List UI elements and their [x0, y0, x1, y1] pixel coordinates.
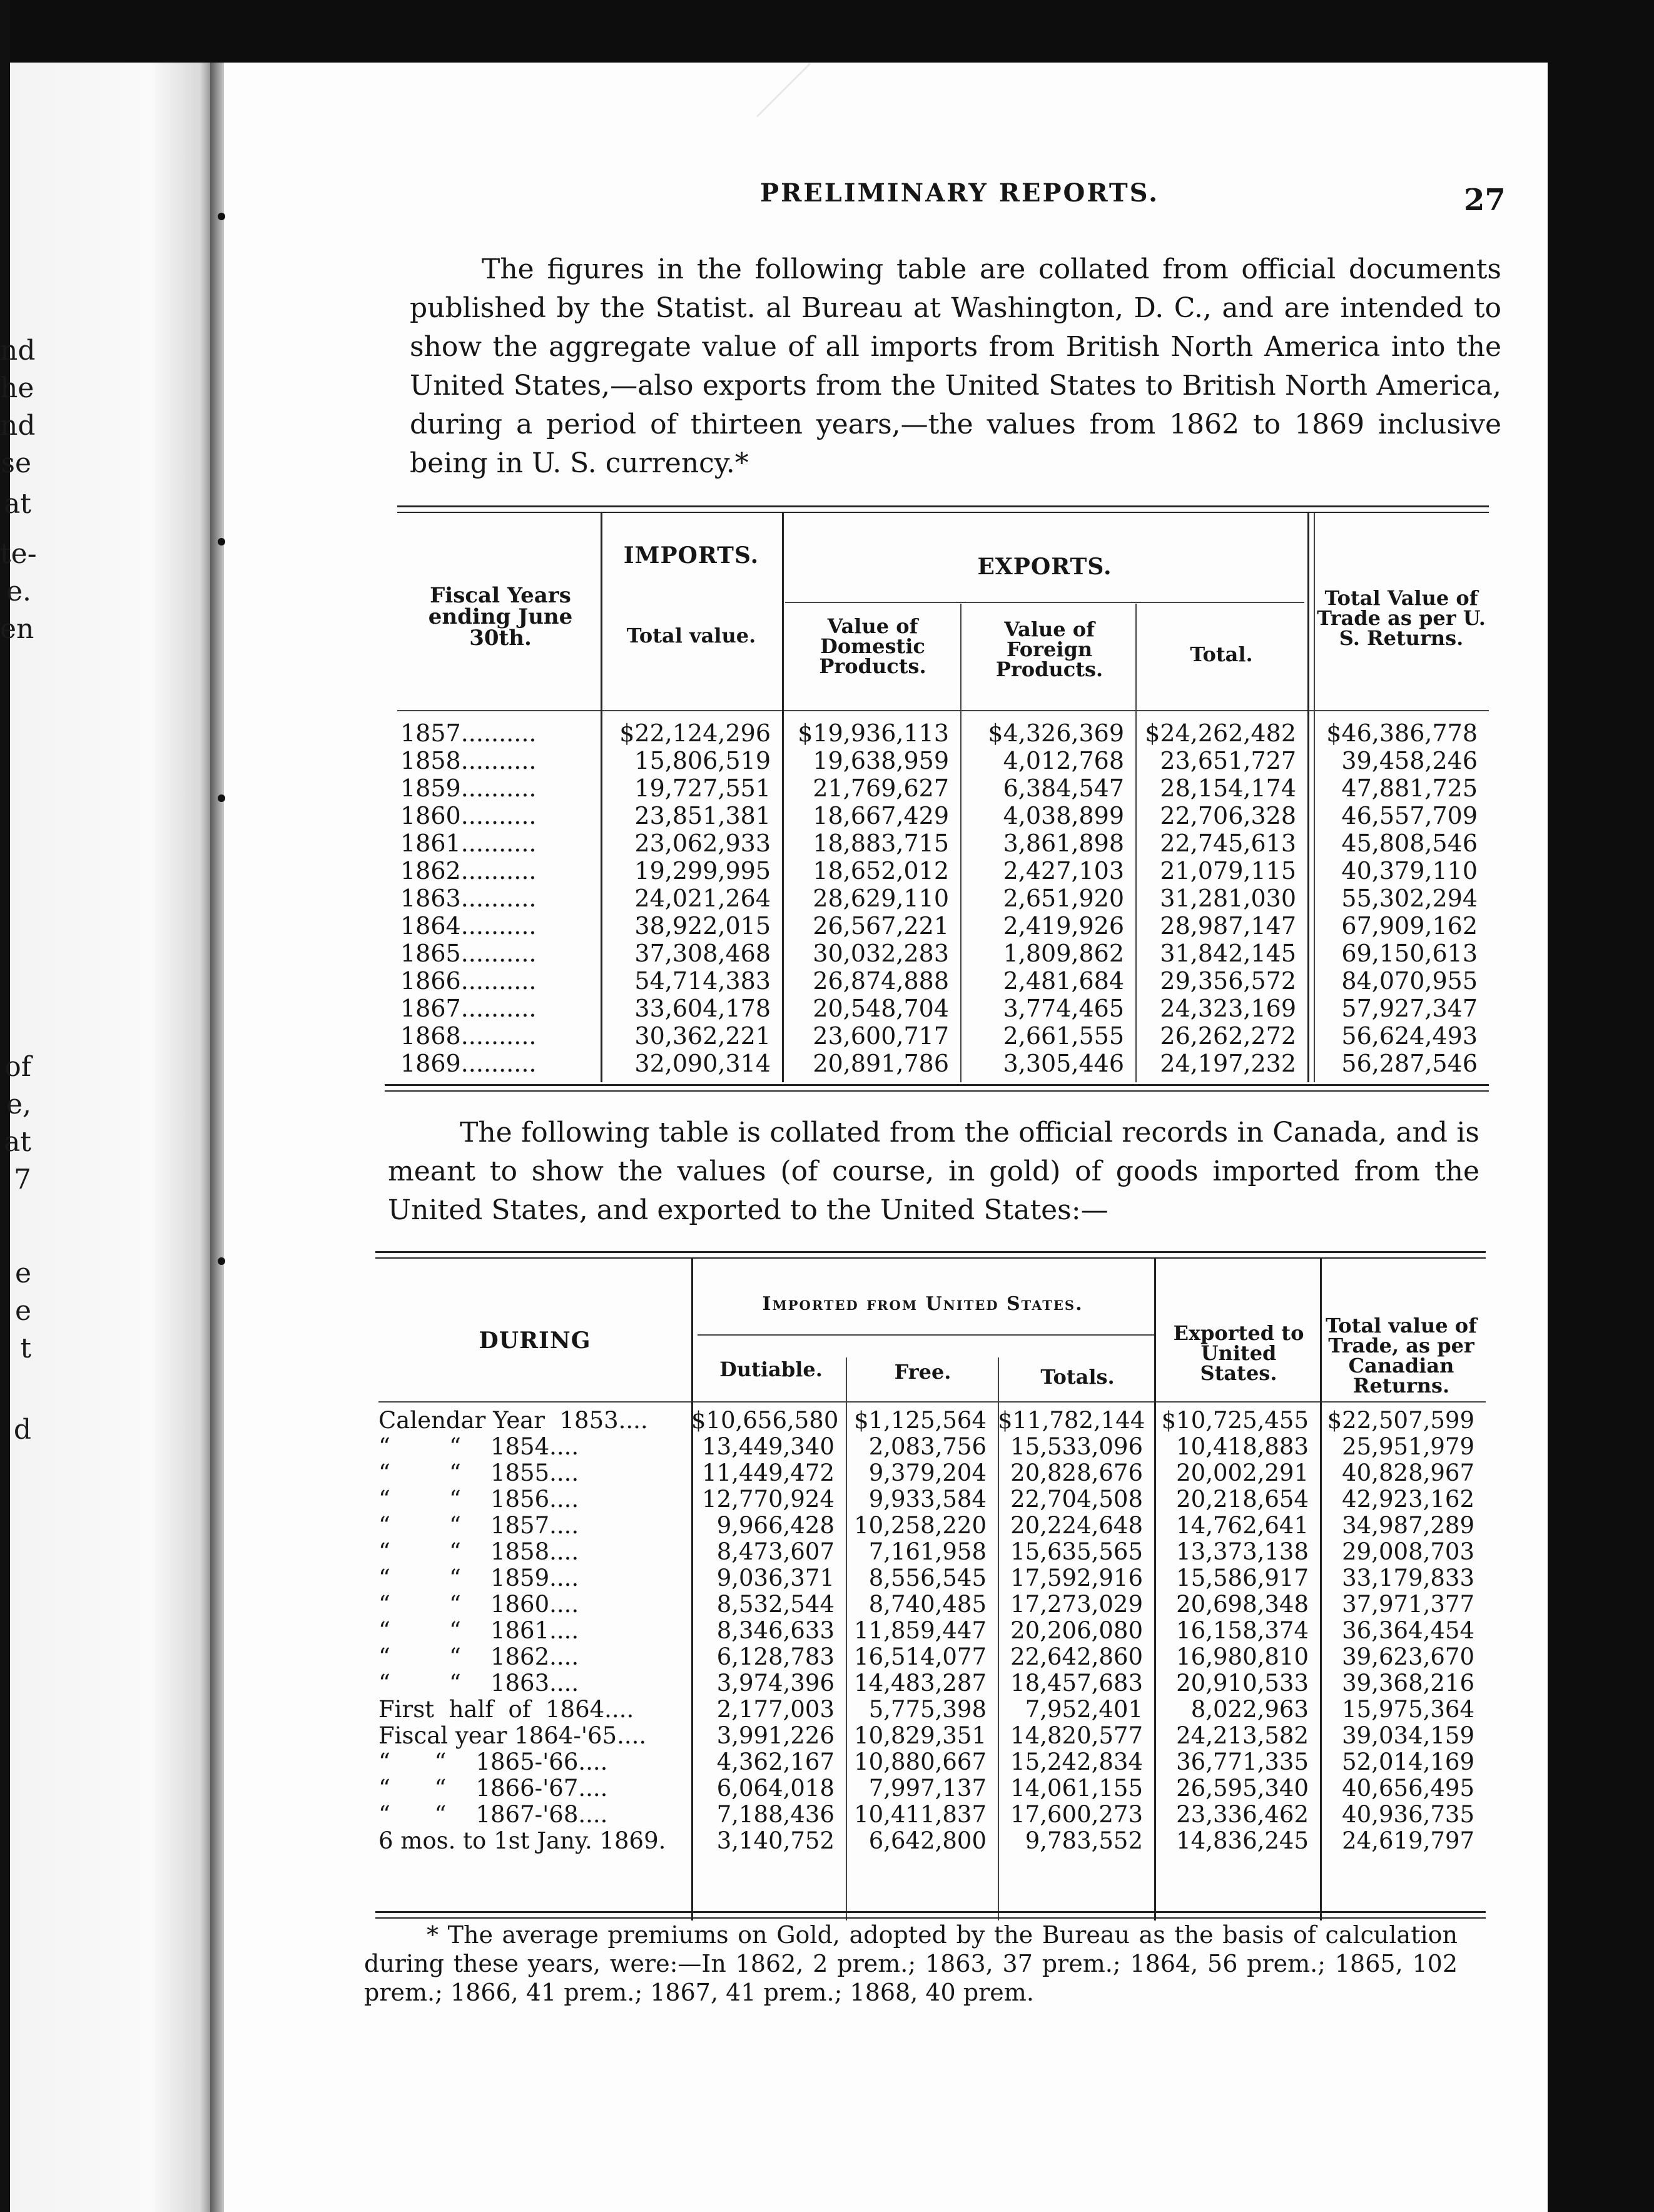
free-value-cell: 11,859,447: [854, 1618, 987, 1644]
imports-total-cell: 22,642,860: [1010, 1644, 1143, 1670]
trade-total-cell: 45,808,546: [1341, 830, 1478, 857]
dutiable-value-cell: 8,532,544: [716, 1591, 835, 1618]
table-row: [400, 857, 1489, 885]
previous-page-fragment: at: [4, 1126, 31, 1158]
trade-total-cell: 47,881,725: [1341, 774, 1478, 802]
previous-page-fragment: te-: [0, 538, 37, 570]
table-row: [378, 1670, 1486, 1697]
table-row: [400, 912, 1489, 940]
exports-total-cell: 22,745,613: [1160, 830, 1296, 857]
period-cell: “ “ 1854....: [378, 1434, 579, 1460]
dutiable-value-cell: 3,140,752: [716, 1828, 835, 1854]
table-row: [400, 1050, 1489, 1077]
free-value-cell: 2,083,756: [868, 1434, 987, 1460]
domestic-value-cell: 18,652,012: [813, 857, 949, 885]
imports-total-cell: 15,533,096: [1010, 1434, 1143, 1460]
previous-page-fragment: se: [1, 447, 31, 479]
dutiable-value-cell: $10,656,580: [691, 1408, 839, 1434]
trade-total-cell: 52,014,169: [1342, 1749, 1474, 1775]
table-bottom-rule: [375, 1911, 1486, 1919]
free-value-cell: 7,997,137: [868, 1775, 987, 1802]
table-row: [378, 1565, 1486, 1591]
free-value-cell: $1,125,564: [854, 1408, 987, 1434]
domestic-value-cell: 23,600,717: [813, 1022, 949, 1050]
period-cell: Fiscal year 1864-'65....: [378, 1723, 647, 1749]
exports-total-cell: 28,987,147: [1160, 912, 1296, 940]
imports-total-cell: 17,600,273: [1010, 1802, 1143, 1828]
trade-total-cell: 67,909,162: [1341, 912, 1478, 940]
trade-total-cell: 56,624,493: [1341, 1022, 1478, 1050]
foreign-value-cell: 3,774,465: [1003, 995, 1124, 1022]
trade-total-cell: 37,971,377: [1342, 1591, 1474, 1618]
dutiable-value-cell: 11,449,472: [702, 1460, 835, 1486]
fiscal-year-cell: 1863..........: [400, 885, 537, 912]
trade-total-cell: $46,386,778: [1326, 719, 1478, 747]
table-row: [378, 1828, 1486, 1854]
trade-total-cell: 24,619,797: [1342, 1828, 1474, 1854]
free-value-cell: 6,642,800: [868, 1828, 987, 1854]
trade-total-cell: 29,008,703: [1342, 1539, 1474, 1565]
trade-total-cell: 40,656,495: [1342, 1775, 1474, 1802]
table-row: [378, 1434, 1486, 1460]
period-cell: “ “ 1857....: [378, 1513, 579, 1539]
exported-value-cell: 23,336,462: [1176, 1802, 1309, 1828]
exported-value-cell: 20,218,654: [1176, 1486, 1309, 1513]
period-cell: “ “ 1855....: [378, 1460, 579, 1486]
previous-page-fragment: nd: [0, 335, 36, 367]
trade-total-cell: 39,368,216: [1342, 1670, 1474, 1697]
exported-value-cell: 15,586,917: [1176, 1565, 1309, 1591]
period-cell: “ “ 1863....: [378, 1670, 579, 1697]
table-row: [400, 885, 1489, 912]
footnote: * The average premiums on Gold, adopted by the Bureau as the basis of calculation during these years, were:—In 1862, 2 prem.; 1863, 37 prem.; 1864, 56 prem.; 1865, 102 prem.; 1866, 41 prem.; 1867, 41 prem.; 1868, 40 prem.: [364, 1921, 1458, 2006]
imports-value-cell: $22,124,296: [619, 719, 771, 747]
header-trade: Total value of Trade, as per Canadian Returns.: [1326, 1314, 1477, 1398]
binding-mark: [218, 538, 225, 545]
free-value-cell: 9,379,204: [868, 1460, 987, 1486]
exports-total-cell: 26,262,272: [1160, 1022, 1296, 1050]
intro-paragraph: The figures in the following table are collated from official documents published by the Statist. al Bureau at Washington, D. C., and are intended to show the aggregate value of all imports from British North America into the United States,—also exports from the United States to British North America, during a period of thirteen years,—the values from 1862 to 1869 inclusive being in U. S. currency.*: [410, 253, 1501, 479]
book-gutter: [210, 63, 224, 2212]
trade-total-cell: 25,951,979: [1342, 1434, 1474, 1460]
table-row: [378, 1591, 1486, 1618]
exported-value-cell: 20,002,291: [1176, 1460, 1309, 1486]
table-row: [400, 747, 1489, 774]
scan-right-border: [1548, 0, 1654, 2212]
fiscal-year-cell: 1859..........: [400, 774, 537, 802]
imports-total-cell: 15,635,565: [1010, 1539, 1143, 1565]
imports-total-cell: $11,782,144: [998, 1408, 1145, 1434]
domestic-value-cell: 18,667,429: [813, 802, 949, 830]
table-row: [378, 1486, 1486, 1513]
period-cell: Calendar Year 1853....: [378, 1408, 648, 1434]
previous-page-fragment: he: [0, 372, 34, 404]
trade-total-cell: 36,364,454: [1342, 1618, 1474, 1644]
period-cell: “ “ 1856....: [378, 1486, 579, 1513]
trade-total-cell: 56,287,546: [1341, 1050, 1478, 1077]
imports-value-cell: 33,604,178: [634, 995, 771, 1022]
imports-value-cell: 19,727,551: [634, 774, 771, 802]
imports-total-cell: 7,952,401: [1025, 1697, 1143, 1723]
trade-total-cell: 55,302,294: [1341, 885, 1478, 912]
binding-mark: [218, 1257, 225, 1265]
free-value-cell: 8,740,485: [868, 1591, 987, 1618]
exported-value-cell: 26,595,340: [1176, 1775, 1309, 1802]
exported-value-cell: 14,836,245: [1176, 1828, 1309, 1854]
table-row: [400, 940, 1489, 967]
header-domestic: Value of Domestic Products.: [819, 614, 926, 678]
domestic-value-cell: 30,032,283: [813, 940, 949, 967]
period-cell: “ “ 1860....: [378, 1591, 579, 1618]
period-cell: “ “ 1858....: [378, 1539, 579, 1565]
free-value-cell: 9,933,584: [868, 1486, 987, 1513]
exports-total-cell: 23,651,727: [1160, 747, 1296, 774]
exports-total-cell: 22,706,328: [1160, 802, 1296, 830]
table-row: [378, 1802, 1486, 1828]
domestic-value-cell: 20,891,786: [813, 1050, 949, 1077]
previous-page-fragment: e: [14, 1295, 31, 1327]
fiscal-year-cell: 1861..........: [400, 830, 537, 857]
table-row: [378, 1697, 1486, 1723]
fiscal-year-cell: 1866..........: [400, 967, 537, 995]
exported-value-cell: 24,213,582: [1176, 1723, 1309, 1749]
period-cell: “ “ 1859....: [378, 1565, 579, 1591]
domestic-value-cell: 18,883,715: [813, 830, 949, 857]
us-returns-table-body: [400, 719, 1489, 1077]
table-row: [378, 1618, 1486, 1644]
trade-total-cell: 84,070,955: [1341, 967, 1478, 995]
free-value-cell: 14,483,287: [854, 1670, 987, 1697]
imports-total-cell: 20,224,648: [1010, 1513, 1143, 1539]
exported-value-cell: 14,762,641: [1176, 1513, 1309, 1539]
imported-underline: [698, 1334, 1154, 1336]
page-number: 27: [1464, 183, 1506, 218]
dutiable-value-cell: 8,346,633: [716, 1618, 835, 1644]
dutiable-value-cell: 3,974,396: [716, 1670, 835, 1697]
exported-value-cell: 16,158,374: [1176, 1618, 1309, 1644]
period-cell: “ “ 1862....: [378, 1644, 579, 1670]
imports-value-cell: 23,851,381: [634, 802, 771, 830]
dutiable-value-cell: 7,188,436: [716, 1802, 835, 1828]
foreign-value-cell: 2,481,684: [1003, 967, 1124, 995]
domestic-value-cell: 19,638,959: [813, 747, 949, 774]
imports-total-cell: 18,457,683: [1010, 1670, 1143, 1697]
imports-total-cell: 17,273,029: [1010, 1591, 1143, 1618]
imports-total-cell: 20,206,080: [1010, 1618, 1143, 1644]
domestic-value-cell: $19,936,113: [798, 719, 949, 747]
foreign-value-cell: 4,012,768: [1003, 747, 1124, 774]
fiscal-year-cell: 1865..........: [400, 940, 537, 967]
trade-total-cell: 40,936,735: [1342, 1802, 1474, 1828]
dutiable-value-cell: 4,362,167: [716, 1749, 835, 1775]
dutiable-value-cell: 8,473,607: [716, 1539, 835, 1565]
exports-total-cell: 28,154,174: [1160, 774, 1296, 802]
foreign-value-cell: 3,305,446: [1003, 1050, 1124, 1077]
header-total: Total.: [1190, 642, 1253, 666]
previous-page-edge: [10, 63, 210, 2212]
previous-page-fragment: e,: [6, 1088, 31, 1120]
previous-page-fragment: t: [20, 1332, 31, 1364]
fiscal-year-cell: 1867..........: [400, 995, 537, 1022]
table-row: [378, 1749, 1486, 1775]
free-value-cell: 10,258,220: [854, 1513, 987, 1539]
foreign-value-cell: 2,419,926: [1003, 912, 1124, 940]
trade-total-cell: 46,557,709: [1341, 802, 1478, 830]
header-imported-from-us: Imported from United States.: [762, 1293, 1083, 1315]
header-totals: Totals.: [1040, 1365, 1115, 1389]
previous-page-fragment: 7: [14, 1164, 31, 1195]
fiscal-year-cell: 1869..........: [400, 1050, 537, 1077]
exports-total-cell: 29,356,572: [1160, 967, 1296, 995]
previous-page-fragment: at: [4, 488, 31, 520]
period-cell: “ “ 1865-'66....: [378, 1749, 608, 1775]
header-exported: Exported to United States.: [1173, 1321, 1304, 1385]
dutiable-value-cell: 6,064,018: [716, 1775, 835, 1802]
trade-total-cell: 39,034,159: [1342, 1723, 1474, 1749]
previous-page-fragment: d: [13, 1414, 31, 1446]
trade-total-cell: $22,507,599: [1327, 1408, 1474, 1434]
exported-value-cell: 16,980,810: [1176, 1644, 1309, 1670]
trade-total-cell: 39,458,246: [1341, 747, 1478, 774]
imports-value-cell: 15,806,519: [634, 747, 771, 774]
header-during: DURING: [479, 1327, 591, 1354]
exported-value-cell: 13,373,138: [1176, 1539, 1309, 1565]
imports-total-cell: 20,828,676: [1010, 1460, 1143, 1486]
foreign-value-cell: $4,326,369: [988, 719, 1124, 747]
header-fiscal-years: Fiscal Years ending June 30th.: [428, 583, 573, 651]
table-row: [378, 1460, 1486, 1486]
table-row: [378, 1408, 1486, 1434]
imports-value-cell: 37,308,468: [634, 940, 771, 967]
dutiable-value-cell: 2,177,003: [716, 1697, 835, 1723]
free-value-cell: 10,411,837: [854, 1802, 987, 1828]
table-row: [400, 1022, 1489, 1050]
imports-total-cell: 9,783,552: [1025, 1828, 1143, 1854]
dutiable-value-cell: 12,770,924: [702, 1486, 835, 1513]
header-exports: EXPORTS.: [977, 554, 1112, 580]
period-cell: “ “ 1866-'67....: [378, 1775, 608, 1802]
exported-value-cell: 10,418,883: [1176, 1434, 1309, 1460]
previous-page-fragment: e: [14, 1257, 31, 1289]
fiscal-year-cell: 1862..........: [400, 857, 537, 885]
trade-total-cell: 39,623,670: [1342, 1644, 1474, 1670]
table-row: [400, 774, 1489, 802]
binding-mark: [218, 213, 225, 220]
table-row: [378, 1723, 1486, 1749]
exported-value-cell: $10,725,455: [1161, 1408, 1309, 1434]
fiscal-year-cell: 1868..........: [400, 1022, 537, 1050]
free-value-cell: 10,829,351: [854, 1723, 987, 1749]
exports-total-cell: 24,323,169: [1160, 995, 1296, 1022]
previous-page-fragment: nd: [0, 410, 36, 442]
fiscal-year-cell: 1857..........: [400, 719, 537, 747]
trade-total-cell: 15,975,364: [1342, 1697, 1474, 1723]
table-row: [378, 1775, 1486, 1802]
header-imports: IMPORTS.: [623, 542, 759, 569]
domestic-value-cell: 28,629,110: [813, 885, 949, 912]
exported-value-cell: 36,771,335: [1176, 1749, 1309, 1775]
trade-total-cell: 57,927,347: [1341, 995, 1478, 1022]
period-cell: “ “ 1861....: [378, 1618, 579, 1644]
exports-total-cell: 31,281,030: [1160, 885, 1296, 912]
imports-value-cell: 19,299,995: [634, 857, 771, 885]
table-row: [400, 995, 1489, 1022]
foreign-value-cell: 3,861,898: [1003, 830, 1124, 857]
imports-total-cell: 14,820,577: [1010, 1723, 1143, 1749]
dutiable-value-cell: 3,991,226: [716, 1723, 835, 1749]
period-cell: 6 mos. to 1st Jany. 1869.: [378, 1828, 666, 1854]
imports-value-cell: 54,714,383: [634, 967, 771, 995]
header-total-value: Total value.: [626, 624, 756, 647]
trade-total-cell: 34,987,289: [1342, 1513, 1474, 1539]
scan-top-border: [0, 0, 1654, 63]
foreign-value-cell: 4,038,899: [1003, 802, 1124, 830]
imports-value-cell: 30,362,221: [634, 1022, 771, 1050]
exports-total-cell: 21,079,115: [1160, 857, 1296, 885]
header-trade: Total Value of Trade as per U. S. Returns.: [1317, 586, 1486, 650]
free-value-cell: 8,556,545: [868, 1565, 987, 1591]
dutiable-value-cell: 9,966,428: [716, 1513, 835, 1539]
free-value-cell: 5,775,398: [868, 1697, 987, 1723]
previous-page-fragment: en: [0, 613, 34, 645]
table-row: [400, 830, 1489, 857]
trade-total-cell: 40,828,967: [1342, 1460, 1474, 1486]
fiscal-year-cell: 1860..........: [400, 802, 537, 830]
imports-total-cell: 17,592,916: [1010, 1565, 1143, 1591]
period-cell: First half of 1864....: [378, 1697, 634, 1723]
period-cell: “ “ 1867-'68....: [378, 1802, 608, 1828]
imports-value-cell: 38,922,015: [634, 912, 771, 940]
foreign-value-cell: 6,384,547: [1003, 774, 1124, 802]
imports-total-cell: 15,242,834: [1010, 1749, 1143, 1775]
header-bottom-rule: [397, 710, 1489, 711]
previous-page-fragment: of: [4, 1051, 31, 1083]
imports-value-cell: 32,090,314: [634, 1050, 771, 1077]
domestic-value-cell: 20,548,704: [813, 995, 949, 1022]
exported-value-cell: 8,022,963: [1190, 1697, 1309, 1723]
table-row: [400, 719, 1489, 747]
exports-total-cell: 24,197,232: [1160, 1050, 1296, 1077]
exports-underline: [785, 602, 1304, 603]
dutiable-value-cell: 6,128,783: [716, 1644, 835, 1670]
domestic-value-cell: 26,567,221: [813, 912, 949, 940]
table-row: [378, 1539, 1486, 1565]
canadian-returns-table-body: [378, 1408, 1486, 1854]
free-value-cell: 7,161,958: [868, 1539, 987, 1565]
trade-total-cell: 40,379,110: [1341, 857, 1478, 885]
imports-total-cell: 22,704,508: [1010, 1486, 1143, 1513]
exported-value-cell: 20,910,533: [1176, 1670, 1309, 1697]
header-foreign: Value of Foreign Products.: [995, 617, 1104, 681]
table-row: [400, 967, 1489, 995]
domestic-value-cell: 26,874,888: [813, 967, 949, 995]
trade-total-cell: 42,923,162: [1342, 1486, 1474, 1513]
table-top-rule: [397, 505, 1489, 513]
foreign-value-cell: 2,427,103: [1003, 857, 1124, 885]
dutiable-value-cell: 9,036,371: [716, 1565, 835, 1591]
imports-value-cell: 23,062,933: [634, 830, 771, 857]
exported-value-cell: 20,698,348: [1176, 1591, 1309, 1618]
imports-value-cell: 24,021,264: [634, 885, 771, 912]
trade-total-cell: 33,179,833: [1342, 1565, 1474, 1591]
header-free: Free.: [894, 1360, 951, 1384]
table-row: [378, 1513, 1486, 1539]
foreign-value-cell: 2,661,555: [1003, 1022, 1124, 1050]
second-paragraph: The following table is collated from the official records in Canada, and is meant to show the values (of course, in gold) of goods imported from the United States, and exported to the United States:—: [388, 1117, 1479, 1226]
trade-total-cell: 69,150,613: [1341, 940, 1478, 967]
foreign-value-cell: 2,651,920: [1003, 885, 1124, 912]
header-dutiable: Dutiable.: [719, 1357, 823, 1381]
running-title: PRELIMINARY REPORTS.: [760, 178, 1160, 208]
previous-page-fragment: e.: [6, 576, 31, 607]
domestic-value-cell: 21,769,627: [813, 774, 949, 802]
foreign-value-cell: 1,809,862: [1003, 940, 1124, 967]
free-value-cell: 16,514,077: [854, 1644, 987, 1670]
fiscal-year-cell: 1858..........: [400, 747, 537, 774]
free-value-cell: 10,880,667: [854, 1749, 987, 1775]
table-bottom-rule: [385, 1084, 1489, 1092]
exports-total-cell: 31,842,145: [1160, 940, 1296, 967]
table-row: [400, 802, 1489, 830]
binding-mark: [218, 794, 225, 802]
table-row: [378, 1644, 1486, 1670]
table-top-rule: [375, 1251, 1486, 1259]
exports-total-cell: $24,262,482: [1145, 719, 1296, 747]
fiscal-year-cell: 1864..........: [400, 912, 537, 940]
imports-total-cell: 14,061,155: [1010, 1775, 1143, 1802]
dutiable-value-cell: 13,449,340: [702, 1434, 835, 1460]
